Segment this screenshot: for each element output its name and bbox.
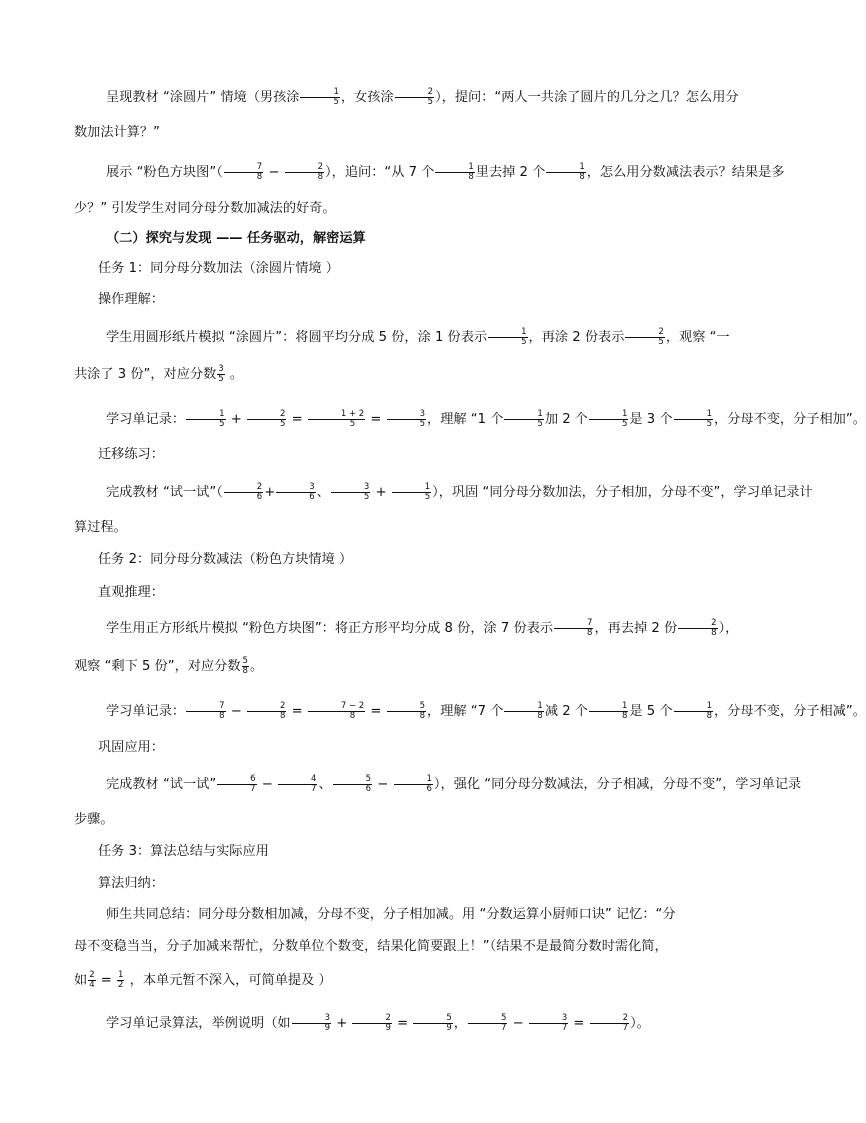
fraction-numerator: 2 bbox=[352, 1014, 391, 1024]
fraction-denominator: 5 bbox=[419, 418, 426, 429]
fraction-denominator: 8 bbox=[579, 171, 585, 182]
task-2-apply-cont bbox=[74, 808, 734, 832]
fraction-denominator: 8 bbox=[349, 710, 356, 721]
fraction-numerator: 7 bbox=[186, 702, 225, 712]
text-run: + bbox=[226, 412, 246, 427]
fraction-numerator: 1 bbox=[674, 702, 713, 712]
text-run: − bbox=[508, 1016, 528, 1031]
fraction-denominator: 8 bbox=[256, 171, 263, 182]
text-run: 算过程。 bbox=[74, 520, 127, 535]
task-1-practice bbox=[74, 481, 813, 505]
task-2-record bbox=[74, 700, 866, 724]
fraction-denominator: 8 bbox=[242, 665, 248, 676]
text-run: 任务 1：同分母分数加法（涂圆片情境 ） bbox=[98, 261, 339, 276]
fraction-numerator: 7 − 2 bbox=[308, 702, 365, 712]
task-3-title bbox=[98, 840, 758, 864]
fraction bbox=[413, 1014, 452, 1033]
fraction bbox=[395, 88, 434, 107]
text-run: 。 bbox=[225, 367, 244, 382]
fraction bbox=[224, 163, 263, 182]
fraction-numerator: 3 bbox=[387, 410, 426, 420]
text-run: 数加法计算？” bbox=[74, 125, 160, 140]
text-run: 展示 “粉色方块图”（ bbox=[106, 165, 223, 180]
fraction bbox=[504, 702, 543, 721]
fraction bbox=[546, 163, 585, 182]
text-run: + bbox=[371, 485, 391, 500]
text-run: 操作理解： bbox=[98, 292, 164, 307]
fraction bbox=[387, 702, 426, 721]
fraction-numerator: 1 bbox=[488, 328, 527, 338]
text-run: 是 5 个 bbox=[629, 704, 673, 719]
fraction-numerator: 3 bbox=[529, 1014, 568, 1024]
fraction-numerator: 4 bbox=[278, 775, 317, 785]
task-3-summary bbox=[74, 903, 734, 927]
text-run: ，怎么用分数减法表示？结果是多 bbox=[586, 165, 785, 180]
fraction bbox=[468, 1014, 507, 1033]
fraction-numerator: 1 + 2 bbox=[308, 410, 365, 420]
text-run: 减 2 个 bbox=[544, 704, 588, 719]
fraction bbox=[186, 702, 225, 721]
text-run: ， bbox=[453, 1016, 467, 1031]
text-run: 学习单记录： bbox=[106, 704, 186, 719]
text-run: ，观察 “一 bbox=[665, 330, 730, 345]
text-run: 迁移练习： bbox=[98, 447, 164, 462]
fraction bbox=[333, 775, 372, 794]
text-run: 算法归纳： bbox=[98, 876, 164, 891]
paragraph-intro-circle bbox=[74, 86, 739, 110]
fraction bbox=[217, 365, 224, 384]
text-run: 共涂了 3 份”，对应分数 bbox=[74, 367, 217, 382]
fraction-denominator: 8 bbox=[468, 171, 474, 182]
fraction-denominator: 8 bbox=[219, 710, 225, 721]
fraction bbox=[504, 410, 543, 429]
fraction-numerator: 2 bbox=[285, 163, 324, 173]
fraction-numerator: 1 bbox=[300, 88, 339, 98]
task-2-apply-heading bbox=[98, 736, 758, 760]
task-2-apply bbox=[74, 773, 802, 797]
fraction-numerator: 7 bbox=[224, 163, 263, 173]
task-1-operation-cont bbox=[74, 363, 734, 387]
text-run: 直观推理： bbox=[98, 585, 164, 600]
fraction-denominator: 5 bbox=[621, 418, 628, 429]
text-run: 学习单记录算法，举例说明（如 bbox=[106, 1016, 291, 1031]
text-run: ，分母不变，分子相加”。 bbox=[713, 412, 866, 427]
text-run: = bbox=[96, 973, 117, 988]
task-1-operation bbox=[74, 326, 734, 350]
text-run: 呈现教材 “涂圆片” 情境（男孩涂 bbox=[106, 90, 300, 105]
fraction-denominator: 5 bbox=[349, 418, 356, 429]
fraction-denominator: 9 bbox=[446, 1022, 452, 1033]
fraction-numerator: 3 bbox=[331, 483, 370, 493]
fraction bbox=[331, 483, 370, 502]
fraction-numerator: 1 bbox=[118, 969, 124, 980]
text-run: 步骤。 bbox=[74, 812, 114, 827]
task-1-title bbox=[98, 257, 758, 281]
task-3-subheading bbox=[98, 872, 758, 896]
text-run: 少？” 引发学生对同分母分数加减法的好奇。 bbox=[74, 201, 336, 216]
fraction-numerator: 1 bbox=[674, 410, 713, 420]
task-2-subheading bbox=[98, 581, 758, 605]
text-run: ，分母不变，分子相减”。 bbox=[713, 704, 866, 719]
task-3-record bbox=[74, 1012, 734, 1036]
fraction-denominator: 5 bbox=[279, 418, 286, 429]
task-2-reasoning bbox=[74, 617, 739, 641]
text-run: 学习单记录： bbox=[106, 412, 186, 427]
fraction-numerator: 1 bbox=[435, 163, 474, 173]
paragraph-intro-circle-cont bbox=[74, 121, 734, 145]
task-1-record bbox=[74, 408, 866, 432]
fraction-numerator: 1 bbox=[392, 483, 431, 493]
fraction-denominator: 6 bbox=[256, 491, 263, 502]
fraction-denominator: 5 bbox=[333, 96, 339, 107]
text-run: ），强化 “同分母分数减法，分子相减，分母不变”，学习单记录 bbox=[433, 777, 802, 792]
fraction bbox=[247, 410, 286, 429]
fraction bbox=[224, 483, 263, 502]
fraction-numerator: 5 bbox=[242, 655, 248, 666]
fraction-denominator: 5 bbox=[218, 373, 224, 384]
fraction-denominator: 8 bbox=[419, 710, 426, 721]
text-run: ），提问：“两人一共涂了圆片的几分之几？怎么用分 bbox=[435, 90, 739, 105]
task-1-practice-cont bbox=[74, 516, 734, 540]
fraction-denominator: 5 bbox=[537, 418, 543, 429]
fraction-denominator: 6 bbox=[426, 783, 432, 794]
fraction-numerator: 5 bbox=[468, 1014, 507, 1024]
fraction bbox=[488, 328, 527, 347]
fraction bbox=[387, 410, 426, 429]
fraction bbox=[394, 775, 433, 794]
fraction bbox=[308, 410, 365, 429]
fraction-numerator: 5 bbox=[333, 775, 372, 785]
fraction-numerator: 1 bbox=[546, 163, 585, 173]
text-run: = bbox=[287, 704, 307, 719]
fraction bbox=[242, 657, 249, 676]
text-run: ，女孩涂 bbox=[340, 90, 394, 105]
text-run: ）。 bbox=[630, 1016, 650, 1031]
fraction-numerator: 3 bbox=[218, 363, 224, 374]
fraction-denominator: 5 bbox=[363, 491, 370, 502]
text-run: 学生用圆形纸片模拟 “涂圆片”：将圆平均分成 5 份，涂 1 份表示 bbox=[106, 330, 488, 345]
fraction-denominator: 5 bbox=[424, 491, 431, 502]
text-run: 。 bbox=[249, 659, 264, 674]
text-run: 、 bbox=[318, 777, 332, 792]
text-run: − bbox=[373, 777, 393, 792]
text-run: 师生共同总结：同分母分数相加减，分母不变，分子相加减。用 “分数运算小厨师口诀” 记忆：“分 bbox=[106, 907, 676, 922]
fraction bbox=[292, 1014, 331, 1033]
task-1-practice-heading bbox=[98, 443, 758, 467]
fraction-denominator: 8 bbox=[621, 710, 628, 721]
text-run: 如 bbox=[74, 973, 88, 988]
fraction bbox=[435, 163, 474, 182]
fraction-numerator: 1 bbox=[504, 702, 543, 712]
fraction bbox=[285, 163, 324, 182]
text-run: ），追问：“从 7 个 bbox=[325, 165, 435, 180]
task-2-reasoning-cont bbox=[74, 655, 734, 679]
task-1-subheading bbox=[98, 288, 758, 312]
paragraph-intro-square bbox=[74, 161, 785, 185]
text-run: − bbox=[226, 704, 246, 719]
text-run: 学生用正方形纸片模拟 “粉色方块图”：将正方形平均分成 8 份，涂 7 份表示 bbox=[106, 621, 554, 636]
fraction-denominator: 2 bbox=[118, 979, 124, 990]
text-run: 是 3 个 bbox=[629, 412, 673, 427]
text-run: − bbox=[257, 777, 278, 792]
text-run: 、 bbox=[316, 485, 330, 500]
text-run: 观察 “剩下 5 份”，对应分数 bbox=[74, 659, 241, 674]
fraction-denominator: 5 bbox=[521, 336, 527, 347]
fraction-numerator: 1 bbox=[589, 702, 628, 712]
fraction bbox=[674, 410, 713, 429]
fraction-numerator: 2 bbox=[590, 1014, 629, 1024]
fraction-numerator: 5 bbox=[387, 702, 426, 712]
text-run: 完成教材 “试一试” bbox=[106, 777, 217, 792]
fraction-denominator: 8 bbox=[317, 171, 324, 182]
text-run: + bbox=[332, 1016, 352, 1031]
text-run: = bbox=[569, 1016, 589, 1031]
fraction bbox=[276, 483, 315, 502]
fraction bbox=[352, 1014, 391, 1033]
fraction-numerator: 3 bbox=[292, 1014, 331, 1024]
text-run: ，再去掉 2 份 bbox=[594, 621, 678, 636]
fraction-denominator: 7 bbox=[311, 783, 317, 794]
fraction-numerator: 1 bbox=[186, 410, 225, 420]
text-run: 任务 2：同分母分数减法（粉色方块情境 ） bbox=[98, 552, 353, 567]
fraction bbox=[554, 619, 593, 638]
fraction-denominator: 5 bbox=[658, 336, 664, 347]
fraction-denominator: 5 bbox=[427, 96, 434, 107]
text-run: ，理解 “7 个 bbox=[427, 704, 504, 719]
fraction bbox=[88, 971, 95, 990]
fraction-denominator: 5 bbox=[219, 418, 225, 429]
fraction-numerator: 2 bbox=[625, 328, 664, 338]
text-run: + bbox=[264, 485, 276, 500]
fraction-denominator: 5 bbox=[706, 418, 712, 429]
fraction-numerator: 7 bbox=[554, 619, 593, 629]
fraction-denominator: 7 bbox=[250, 783, 256, 794]
fraction-denominator: 4 bbox=[89, 979, 95, 990]
fraction bbox=[300, 88, 339, 107]
fraction-numerator: 1 bbox=[504, 410, 543, 420]
fraction-numerator: 2 bbox=[678, 619, 717, 629]
text-run: 母不变稳当当，分子加减来帮忙，分数单位个数变，结果化简要跟上！”（结果不是最简分数时需化简， bbox=[74, 939, 668, 954]
text-run: （二）探究与发现 —— 任务驱动，解密运算 bbox=[106, 231, 366, 246]
task-2-title bbox=[98, 548, 758, 572]
text-run: 完成教材 “试一试”（ bbox=[106, 485, 223, 500]
fraction-numerator: 2 bbox=[247, 702, 286, 712]
fraction bbox=[529, 1014, 568, 1033]
fraction-numerator: 1 bbox=[589, 410, 628, 420]
fraction-numerator: 5 bbox=[413, 1014, 452, 1024]
fraction bbox=[278, 775, 317, 794]
fraction-numerator: 2 bbox=[395, 88, 434, 98]
fraction-denominator: 8 bbox=[279, 710, 286, 721]
fraction-denominator: 6 bbox=[309, 491, 315, 502]
fraction bbox=[674, 702, 713, 721]
fraction bbox=[186, 410, 225, 429]
fraction bbox=[678, 619, 717, 638]
fraction-denominator: 6 bbox=[365, 783, 372, 794]
fraction bbox=[117, 971, 124, 990]
text-run: ，理解 “1 个 bbox=[427, 412, 504, 427]
fraction-denominator: 8 bbox=[537, 710, 543, 721]
fraction bbox=[589, 410, 628, 429]
fraction bbox=[625, 328, 664, 347]
fraction-numerator: 2 bbox=[89, 969, 95, 980]
text-run: = bbox=[366, 704, 386, 719]
text-run: ，再涂 2 份表示 bbox=[528, 330, 625, 345]
fraction bbox=[589, 702, 628, 721]
fraction-denominator: 7 bbox=[500, 1022, 507, 1033]
text-run: 任务 3：算法总结与实际应用 bbox=[98, 844, 269, 859]
fraction bbox=[217, 775, 256, 794]
fraction-denominator: 9 bbox=[324, 1022, 331, 1033]
text-run: = bbox=[392, 1016, 413, 1031]
fraction-denominator: 8 bbox=[711, 627, 717, 638]
fraction bbox=[308, 702, 365, 721]
fraction bbox=[392, 483, 431, 502]
paragraph-intro-square-cont bbox=[74, 197, 734, 221]
task-3-example-simplify bbox=[74, 969, 734, 993]
fraction-numerator: 6 bbox=[217, 775, 256, 785]
section-heading bbox=[74, 227, 734, 251]
fraction-denominator: 9 bbox=[385, 1022, 391, 1033]
text-run: ，本单元暂不深入，可简单提及 ） bbox=[125, 973, 332, 988]
text-run: 加 2 个 bbox=[544, 412, 588, 427]
text-run: 里去掉 2 个 bbox=[475, 165, 546, 180]
fraction-denominator: 8 bbox=[587, 627, 593, 638]
fraction-denominator: 7 bbox=[561, 1022, 568, 1033]
fraction-denominator: 8 bbox=[706, 710, 712, 721]
fraction-numerator: 2 bbox=[247, 410, 286, 420]
text-run: = bbox=[287, 412, 307, 427]
text-run: ）， bbox=[718, 621, 739, 636]
text-run: ），巩固 “同分母分数加法，分子相加，分母不变”，学习单记录计 bbox=[432, 485, 813, 500]
text-run: − bbox=[264, 165, 284, 180]
text-run: 巩固应用： bbox=[98, 740, 164, 755]
fraction bbox=[247, 702, 286, 721]
fraction-denominator: 7 bbox=[622, 1022, 629, 1033]
fraction-numerator: 2 bbox=[224, 483, 263, 493]
fraction-numerator: 1 bbox=[394, 775, 433, 785]
fraction bbox=[590, 1014, 629, 1033]
task-3-rhyme bbox=[74, 935, 734, 959]
text-run: = bbox=[366, 412, 386, 427]
fraction-numerator: 3 bbox=[276, 483, 315, 493]
